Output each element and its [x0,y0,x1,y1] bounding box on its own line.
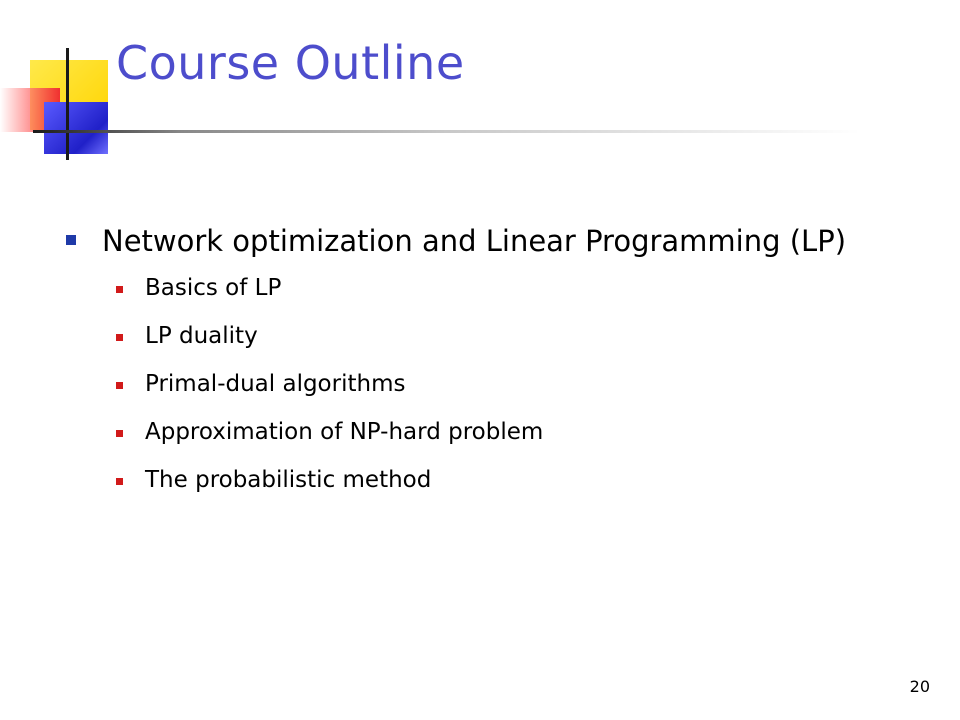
sub-bullet-text: The probabilistic method [145,467,432,493]
square-bullet-icon [116,478,123,485]
bullet-item [62,218,922,264]
sub-bullet-text: Approximation of NP-hard problem [145,419,544,445]
title-underline [33,130,860,133]
square-bullet-icon [116,382,123,389]
sub-bullet-item [62,370,922,398]
sub-bullet-item [62,418,922,446]
sub-bullet-item [62,466,922,494]
sub-bullet-text: Primal-dual algorithms [145,371,406,397]
sub-bullet-list [62,274,922,494]
sub-bullet-text: LP duality [145,323,258,349]
sub-bullet-item [62,274,922,302]
page-number: 20 [909,677,930,696]
decorative-vertical-line [66,48,69,160]
square-bullet-icon [116,334,123,341]
square-bullet-icon [66,235,76,245]
square-bullet-icon [116,430,123,437]
bullet-text: Network optimization and Linear Programming (LP) [102,224,847,258]
bullet-list [62,218,922,514]
square-bullet-icon [116,286,123,293]
decorative-blue-square [44,102,108,154]
sub-bullet-item [62,322,922,350]
sub-bullet-text: Basics of LP [145,275,282,301]
slide-title: Course Outline [116,36,465,90]
